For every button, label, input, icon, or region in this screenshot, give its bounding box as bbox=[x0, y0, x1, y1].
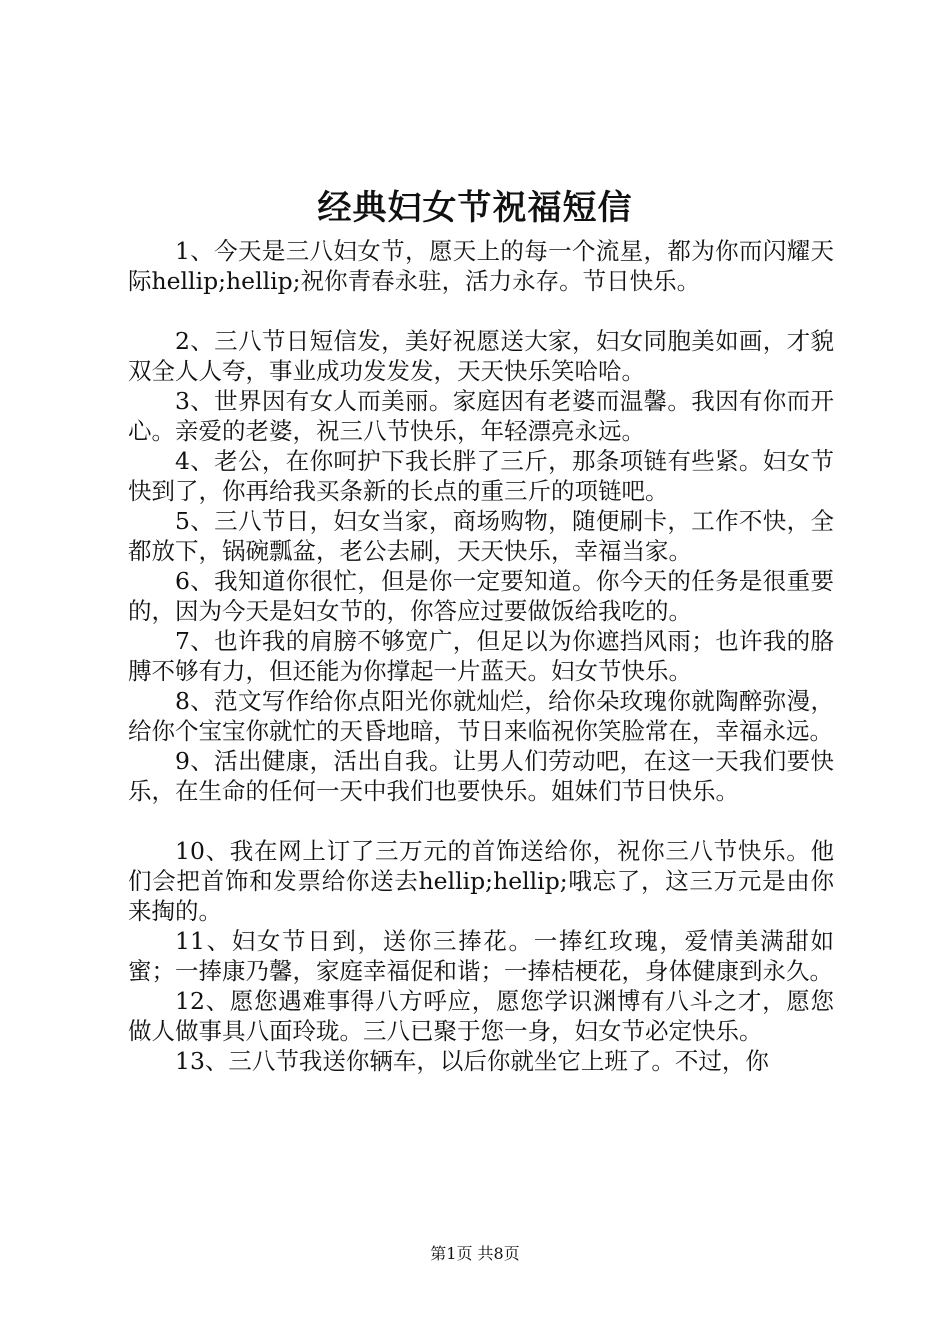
paragraph-7: 7、也许我的肩膀不够宽广，但足以为你遮挡风雨；也许我的胳膊不够有力，但还能为你撑起一片蓝天。妇女节快乐。 bbox=[128, 627, 834, 685]
paragraph-13: 13、三八节我送你辆车，以后你就坐它上班了。不过，你 bbox=[175, 1047, 769, 1075]
paragraph-1: 1、今天是三八妇女节，愿天上的每一个流星，都为你而闪耀天际hellip;hellip;祝你青春永驻，活力永存。节日快乐。 bbox=[128, 237, 834, 295]
paragraph-2: 2、三八节日短信发，美好祝愿送大家，妇女同胞美如画，才貌双全人人夸，事业成功发发发，天天快乐笑哈哈。 bbox=[128, 327, 834, 385]
paragraph-3: 3、世界因有女人而美丽。家庭因有老婆而温馨。我因有你而开心。亲爱的老婆，祝三八节快乐，年轻漂亮永远。 bbox=[128, 387, 834, 445]
paragraph-9: 9、活出健康，活出自我。让男人们劳动吧，在这一天我们要快乐，在生命的任何一天中我们也要快乐。姐妹们节日快乐。 bbox=[128, 747, 834, 805]
document-title: 经典妇女节祝福短信 bbox=[317, 188, 633, 228]
paragraph-12: 12、愿您遇难事得八方呼应，愿您学识渊博有八斗之才，愿您做人做事具八面玲珑。三八已聚于您一身，妇女节必定快乐。 bbox=[128, 987, 834, 1045]
paragraph-5: 5、三八节日，妇女当家，商场购物，随便刷卡，工作不快，全都放下，锅碗瓢盆，老公去刷，天天快乐，幸福当家。 bbox=[128, 507, 834, 565]
paragraph-10: 10、我在网上订了三万元的首饰送给你，祝你三八节快乐。他们会把首饰和发票给你送去hellip;hellip;哦忘了，这三万元是由你来掏的。 bbox=[128, 837, 834, 925]
paragraph-4: 4、老公，在你呵护下我长胖了三斤，那条项链有些紧。妇女节快到了，你再给我买条新的长点的重三斤的项链吧。 bbox=[128, 447, 834, 505]
paragraph-11: 11、妇女节日到，送你三捧花。一捧红玫瑰，爱情美满甜如蜜；一捧康乃馨，家庭幸福促和谐；一捧桔梗花，身体健康到永久。 bbox=[128, 927, 834, 985]
document-body bbox=[128, 236, 834, 1076]
paragraph-6: 6、我知道你很忙，但是你一定要知道。你今天的任务是很重要的，因为今天是妇女节的，你答应过要做饭给我吃的。 bbox=[128, 567, 834, 625]
page-number-footer: 第1页 共8页 bbox=[430, 1244, 520, 1263]
paragraph-8: 8、范文写作给你点阳光你就灿烂，给你朵玫瑰你就陶醉弥漫，给你个宝宝你就忙的天昏地暗，节日来临祝你笑脸常在，幸福永远。 bbox=[128, 687, 834, 745]
